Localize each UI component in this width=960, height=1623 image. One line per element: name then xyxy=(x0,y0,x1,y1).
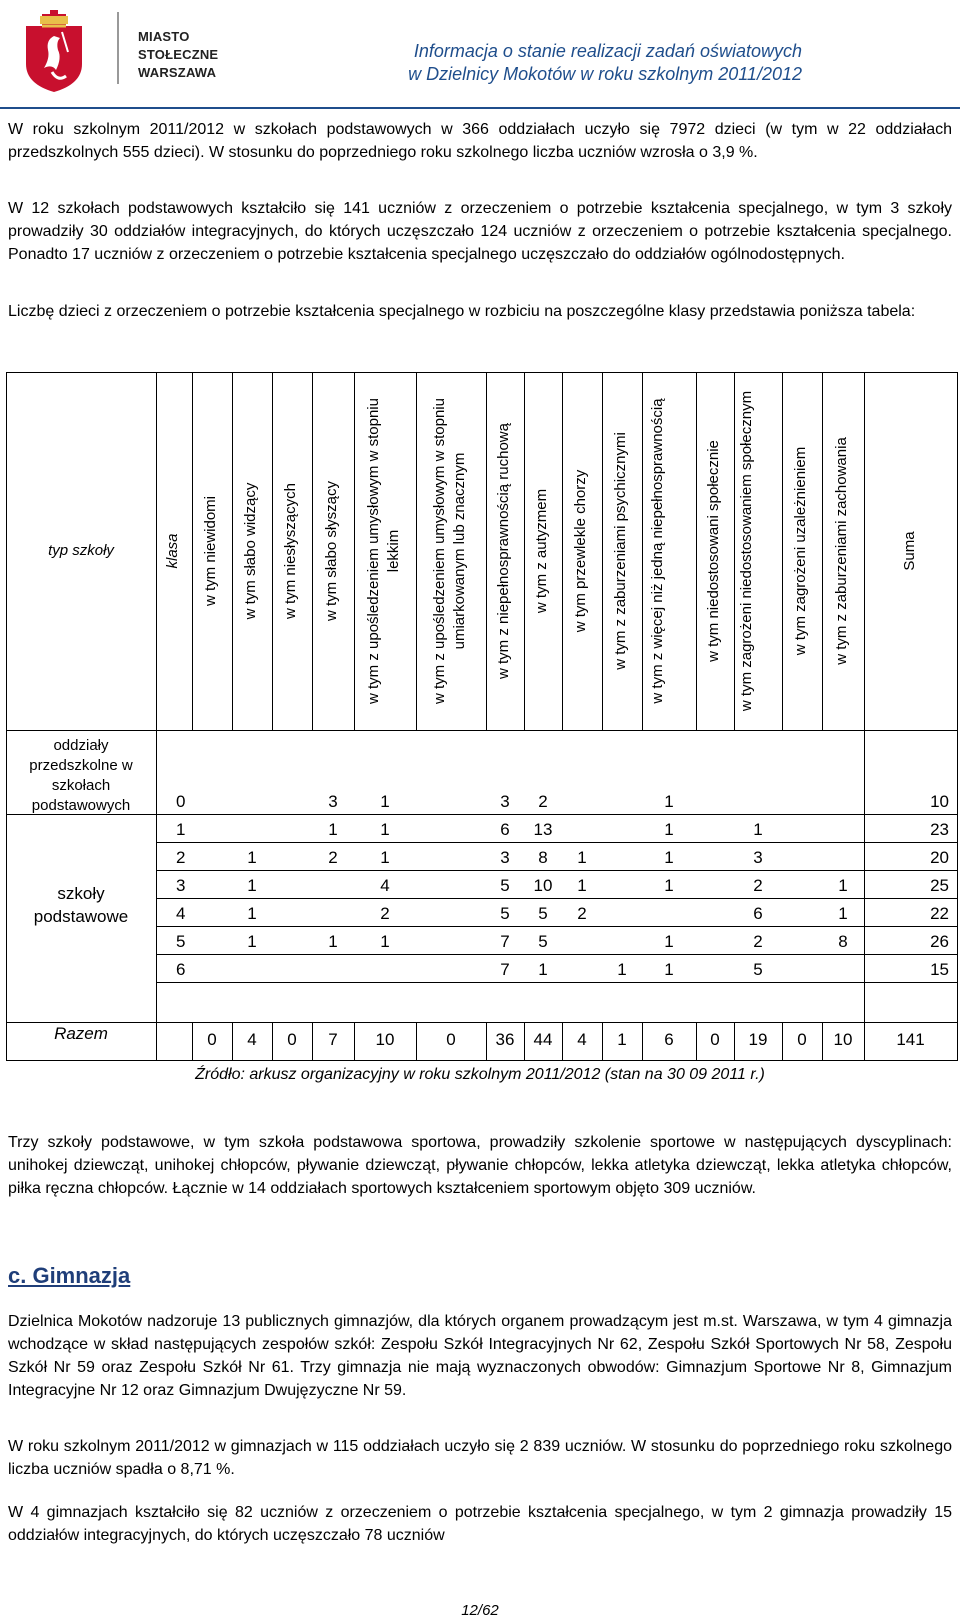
table-cell: 1 xyxy=(380,848,390,867)
table-cell: 1 xyxy=(176,820,186,839)
table-column-header: w tym niesłyszących xyxy=(282,483,299,619)
table-col-divider xyxy=(232,372,233,730)
table-col-divider xyxy=(192,372,193,730)
table-cell: 3 xyxy=(176,876,186,895)
table-col-divider xyxy=(696,372,697,730)
table-col-divider xyxy=(524,372,525,730)
table-cell: 6 xyxy=(753,904,763,923)
table-row-rule xyxy=(156,870,957,871)
table-col-divider xyxy=(864,372,865,1060)
table-cell: 2 xyxy=(328,848,338,867)
logo-line: STOŁECZNE xyxy=(138,47,219,62)
table-column-header: w tym słabo widzący xyxy=(242,482,259,620)
table-cell: 8 xyxy=(538,848,548,867)
table-cell: 25 xyxy=(930,876,949,895)
paragraph-gym-enrollment: W roku szkolnym 2011/2012 w gimnazjach w 115 oddziałach uczyło się 2 839 uczniów. W stosunku do poprzedniego roku szkolnego liczba uczniów spadła o 8,71 %. xyxy=(8,1438,952,1478)
table-column-header: w tym z więcej niż jedną niepełnosprawnością xyxy=(649,398,666,704)
table-cell: 15 xyxy=(930,960,949,979)
table-cell: 0 xyxy=(176,792,186,811)
table-cell: 1 xyxy=(247,932,257,951)
table-cell: 4 xyxy=(380,876,390,895)
table-cell: 1 xyxy=(380,820,390,839)
table-total-cell: 44 xyxy=(533,1030,553,1049)
table-cell: 3 xyxy=(753,848,763,867)
table-col-divider xyxy=(354,372,355,730)
table-cell: 5 xyxy=(176,932,186,951)
table-total-cell: 0 xyxy=(797,1030,807,1049)
table-cell: 1 xyxy=(577,876,587,895)
table-cell: 22 xyxy=(930,904,949,923)
section-title: c. Gimnazja xyxy=(8,1263,131,1288)
table-column-header: w tym niedostosowani społecznie xyxy=(705,440,722,662)
table-cell: 1 xyxy=(838,904,848,923)
table-cell: 3 xyxy=(500,792,510,811)
table-cell: 1 xyxy=(380,932,390,951)
table-cell: 5 xyxy=(753,960,763,979)
logo-divider xyxy=(117,12,119,84)
table-total-cell: 10 xyxy=(375,1030,395,1049)
paragraph-table-intro: Liczbę dzieci z orzeczeniem o potrzebie kształcenia specjalnego w rozbiciu na poszczególne klasy przedstawia poniższa tabela: xyxy=(8,303,916,320)
table-corner-label: typ szkoły xyxy=(48,542,114,559)
table-total-cell: 6 xyxy=(664,1030,674,1049)
table-col-divider xyxy=(734,372,735,730)
table-cell: 1 xyxy=(328,820,338,839)
table-cell: 2 xyxy=(538,792,548,811)
row-group-total: Razem xyxy=(54,1024,108,1043)
table-cell: 1 xyxy=(664,792,674,811)
table-row-rule xyxy=(156,842,957,843)
table-col-divider xyxy=(486,372,487,730)
table-cell: 1 xyxy=(328,932,338,951)
table-cell: 2 xyxy=(380,904,390,923)
table-cell: 2 xyxy=(577,904,587,923)
table-row-rule xyxy=(156,898,957,899)
table-cell: 2 xyxy=(753,932,763,951)
table-col-divider xyxy=(602,372,603,730)
table-header-rule xyxy=(6,730,957,731)
table-column-header: w tym słabo słyszący xyxy=(323,480,340,622)
table-cell: 13 xyxy=(533,820,553,839)
table-column-header: w tym zagrożeni niedostosowaniem społecznym xyxy=(738,390,755,712)
table-cell: 1 xyxy=(247,848,257,867)
table-column-header: w tym z autyzmem xyxy=(533,488,550,614)
table-cell: 10 xyxy=(930,792,949,811)
table-total-cell: 4 xyxy=(247,1030,257,1049)
paragraph-special-needs: W 12 szkołach podstawowych kształciło się 141 uczniów z orzeczeniem o potrzebie kształcenia specjalnego, w tym 3 szkoły prowadziły 30 oddziałów integracyjnych, do których uczęszczało 124 uczniów z orzeczeniem o potrzebie kształcenia specjalnego. Ponadto 17 uczniów z orzeczeniem o potrzebie kształcenia specjalnego uczęszczało do oddziałów ogólnodostępnych. xyxy=(8,200,952,263)
table-cell: 1 xyxy=(247,876,257,895)
table-cell: 2 xyxy=(753,876,763,895)
paragraph-enrollment: W roku szkolnym 2011/2012 w szkołach podstawowych w 366 oddziałach uczyło się 7972 dzieci (w tym w 22 oddziałach przedszkolnych 555 dzieci). W stosunku do poprzedniego roku szkolnego liczba uczniów wzrosła o 3,9 %. xyxy=(8,121,952,161)
header-title-line-2: w Dzielnicy Mokotów w roku szkolnym 2011/2012 xyxy=(408,64,802,84)
table-cell: 1 xyxy=(664,820,674,839)
table-total-cell: 0 xyxy=(446,1030,456,1049)
table-border-top xyxy=(6,372,957,373)
table-row-rule xyxy=(156,954,957,955)
page-number: 12/62 xyxy=(461,1602,499,1619)
header-rule xyxy=(0,107,960,109)
table-cell: 1 xyxy=(380,792,390,811)
table-column-header: Suma xyxy=(900,531,918,571)
table-cell: 8 xyxy=(838,932,848,951)
table-total-cell: 0 xyxy=(287,1030,297,1049)
table-column-header: w tym przewlekle chorzy xyxy=(572,469,589,633)
table-column-header: klasa xyxy=(164,533,181,569)
table-cell: 10 xyxy=(533,876,553,895)
special-needs-table xyxy=(6,372,957,1060)
table-border-left xyxy=(6,372,7,1060)
table-cell: 26 xyxy=(930,932,949,951)
table-cell: 1 xyxy=(664,848,674,867)
table-cell: 1 xyxy=(617,960,627,979)
table-row-rule xyxy=(6,1022,957,1023)
table-total-cell: 10 xyxy=(833,1030,853,1049)
table-total-cell: 4 xyxy=(577,1030,587,1049)
table-column-header: w tym zagrożeni uzależnieniem xyxy=(792,446,809,656)
table-col-divider xyxy=(156,372,157,1060)
city-logo xyxy=(22,6,219,94)
table-col-divider xyxy=(416,372,417,730)
table-cell: 4 xyxy=(176,904,186,923)
table-cell: 1 xyxy=(753,820,763,839)
table-column-header: w tym z zaburzeniami zachowania xyxy=(833,437,850,665)
table-column-header: w tym z zaburzeniami psychicznymi xyxy=(612,432,629,670)
table-border-bottom xyxy=(6,1060,958,1061)
table-cell: 1 xyxy=(664,960,674,979)
header-title-line-1: Informacja o stanie realizacji zadań oświatowych xyxy=(413,41,802,61)
paragraph-gym-special-needs: W 4 gimnazjach kształciło się 82 uczniów z orzeczeniem o potrzebie kształcenia specjalnego, w tym 2 gimnazja prowadziły 15 oddziałów integracyjnych, do których uczęszczało 78 uczniów xyxy=(8,1504,952,1544)
table-col-divider xyxy=(822,372,823,730)
table-col-divider xyxy=(562,372,563,730)
paragraph-sports: Trzy szkoły podstawowe, w tym szkoła podstawowa sportowa, prowadziły szkolenie sportowe w następujących dyscyplinach: unihokej dziewcząt, unihokej chłopców, pływanie dziewcząt, pływanie chłopców, lekka atletyka dziewcząt, lekka atletyka chłopców, piłka ręczna chłopców. Łącznie w 14 oddziałach sportowych kształceniem sportowym objęto 309 uczniów. xyxy=(8,1134,952,1197)
table-cell: 5 xyxy=(500,904,510,923)
table-cell: 1 xyxy=(577,848,587,867)
warsaw-coat-of-arms-icon xyxy=(22,6,112,94)
table-cell: 5 xyxy=(500,876,510,895)
table-column-header: w tym z niepełnosprawnością ruchową xyxy=(495,423,512,679)
table-cell: 5 xyxy=(538,904,548,923)
logo-line: MIASTO xyxy=(138,29,190,44)
table-column-header: w tym niewidomi xyxy=(202,495,219,607)
table-column-header: w tym z upośledzeniem umysłowym w stopniu lekkim xyxy=(365,398,402,704)
table-total-cell: 0 xyxy=(207,1030,217,1049)
table-total-cell: 7 xyxy=(328,1030,338,1049)
row-group-preschool: oddziały przedszkolne w szkołach podstawowych xyxy=(29,737,133,814)
table-cell: 1 xyxy=(664,876,674,895)
row-group-primary: szkoły podstawowe xyxy=(33,884,129,926)
table-cell: 2 xyxy=(176,848,186,867)
table-cell: 7 xyxy=(500,960,510,979)
table-border-right xyxy=(957,372,958,1060)
table-cell: 1 xyxy=(664,932,674,951)
table-cell: 7 xyxy=(500,932,510,951)
table-col-divider xyxy=(272,372,273,730)
table-row-rule xyxy=(156,926,957,927)
table-total-cell: 0 xyxy=(710,1030,720,1049)
table-cell: 3 xyxy=(500,848,510,867)
logo-wordmark xyxy=(138,28,218,82)
table-cell: 20 xyxy=(930,848,949,867)
table-total-cell: 1 xyxy=(617,1030,627,1049)
table-total-cell: 141 xyxy=(896,1030,925,1049)
table-cell: 3 xyxy=(328,792,338,811)
table-cell: 1 xyxy=(538,960,548,979)
table-col-divider xyxy=(642,372,643,730)
table-col-divider xyxy=(312,372,313,730)
document-header-title xyxy=(230,40,802,86)
table-cell: 6 xyxy=(500,820,510,839)
table-cell: 5 xyxy=(538,932,548,951)
table-total-cell: 19 xyxy=(748,1030,768,1049)
table-cell: 23 xyxy=(930,820,949,839)
table-source: Źródło: arkusz organizacyjny w roku szkolnym 2011/2012 (stan na 30 09 2011 r.) xyxy=(195,1066,765,1083)
paragraph-gymnasiums: Dzielnica Mokotów nadzoruje 13 publicznych gimnazjów, dla których organem prowadzącym jest m.st. Warszawa, w tym 4 gimnazja wchodzące w skład następujących zespołów szkół: Zespołu Szkół Integracyjnych Nr 62, Zespołu Szkół Sportowych Nr 58, Zespołu Szkół Nr 59 oraz Zespołu Szkół Nr 61. Trzy gimnazja nie mają wyznaczonych obwodów: Gimnazjum Sportowe Nr 8, Gimnazjum Integracyjne Nr 12 oraz Gimnazjum Dwujęzyczne Nr 59. xyxy=(8,1313,952,1399)
table-total-cell: 36 xyxy=(495,1030,515,1049)
table-cell: 1 xyxy=(247,904,257,923)
table-cell: 1 xyxy=(838,876,848,895)
table-column-header: w tym z upośledzeniem umysłowym w stopniu umiarkowanym lub znacznym xyxy=(431,398,468,704)
logo-line: WARSZAWA xyxy=(138,65,217,80)
table-row-rule xyxy=(156,982,957,983)
table-cell: 6 xyxy=(176,960,186,979)
table-col-divider xyxy=(782,372,783,730)
